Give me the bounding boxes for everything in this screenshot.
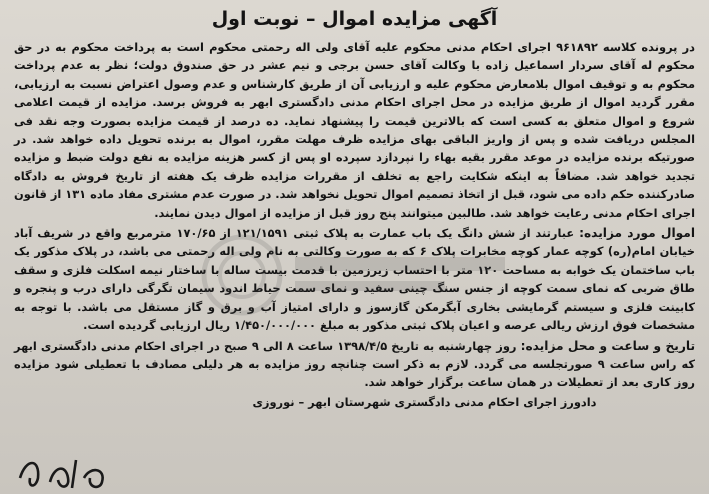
notice-title: آگهی مزایده اموال – نوبت اول: [211, 8, 498, 30]
property-section-label: اموال مورد مزایده:: [579, 226, 695, 241]
notice-intro-paragraph: در پرونده کلاسه ۹۶۱۸۹۲ اجرای احکام مدنی محکوم علیه آقای ولی اله رحمتی محکوم است به پرداخت محکوم به در حق محکوم له آقای سردار اسماعیل زاده با وکالت آقای حسن برجی و نیم عشر در حق صندوق دولت؛ نظر به عدم پرداخت محکوم به و توقیف اموال بلامعارض محکوم علیه و ارزیابی آن از طریق کارشناس و عدم وصول اعتراض نسبت به ارزیابی، مقرر گردید اموال از طریق مزایده در محل اجرای احکام مدنی دادگستری ابهر به فروش برسد. مزایده از قیمت اعلامی شروع و اموال متعلق به کسی است که بالاترین قیمت را پیشنهاد نماید. ده درصد از قیمت مزایده بصورت وجه نقد فی المجلس دریافت شده و پس از واریز الباقی بهای مزایده ظرف مهلت مقرر، اموال به برنده تحویل داده خواهد شد. در صورتیکه برنده مزایده در موعد مقرر بقیه بهاء را نپردازد سپرده او پس از کسر هزینه مزایده به نفع دولت ضبط و مزایده تجدید خواهد شد. مضافاً به اینکه شکایت راجع به تخلف از مقررات مزایده ظرف یک هفته از تاریخ فروش به دادگاه صادرکننده حکم داده می شود، قبل از اتخاذ تصمیم اموال تحویل نخواهد شد. در صورت عدم مشتری مفاد ماده ۱۳۱ از قانون اجرای احکام مدنی رعایت خواهد شد. طالبین میتوانند پنج روز قبل از مزایده از اموال دیدن نمایند.: [14, 40, 695, 220]
property-section: [14, 224, 695, 334]
auction-datetime-section: [14, 337, 695, 392]
handwritten-marks: [10, 448, 120, 494]
auction-datetime-text: روز چهارشنبه به تاریخ ۱۳۹۸/۴/۵ ساعت ۸ الی ۹ صبح در اجرای احکام مدنی دادگستری ابهر که راس ساعت ۹ صورتجلسه می گردد. لازم به ذکر است چنانچه روز مزایده به هر دلیلی مصادف با تعطیلی شود مزایده روز کاری بعد از تعطیلات در همان ساعت برگزار خواهد شد.: [14, 338, 695, 390]
signature-line: دادورز اجرای احکام مدنی دادگستری شهرستان ابهر – نوروزی: [252, 394, 597, 409]
property-section-text: عبارتند از شش دانگ یک باب عمارت به پلاک ثبتی ۱۲۱/۱۵۹۱ از ۱۷۰/۶۵ مترمربع واقع در شریف آباد خیابان امام(ره) کوچه عمار کوچه مخابرات پلاک ۶ که به صورت وکالتی به نام ولی اله رحمتی می باشد، در پلاک مذکور یک باب ساختمان یک خوابه به مساحت ۱۲۰ متر با احتساب زیرزمین با قدمت بیست ساله با ساختار نیمه اسکلت فلزی و سقف طاق ضربی که نمای سمت کوچه از جنس سنگ چینی سفید و نمای سمت حیاط اندود سیمان تگرگی دارای درب و پنجره و کابینت فلزی و سیستم گرمایشی بخاری آبگرمکن گازسوز و دارای امتیاز آب و برق و گاز مستقل می باشد. با توجه به مشخصات فوق ارزش ریالی عرصه و اعیان پلاک ثبتی مذکور به مبلغ ۱/۴۵۰/۰۰۰/۰۰۰ ریال ارزیابی گردیده است.: [14, 226, 695, 333]
auction-datetime-label: تاریخ و ساعت و محل مزایده:: [520, 338, 696, 353]
